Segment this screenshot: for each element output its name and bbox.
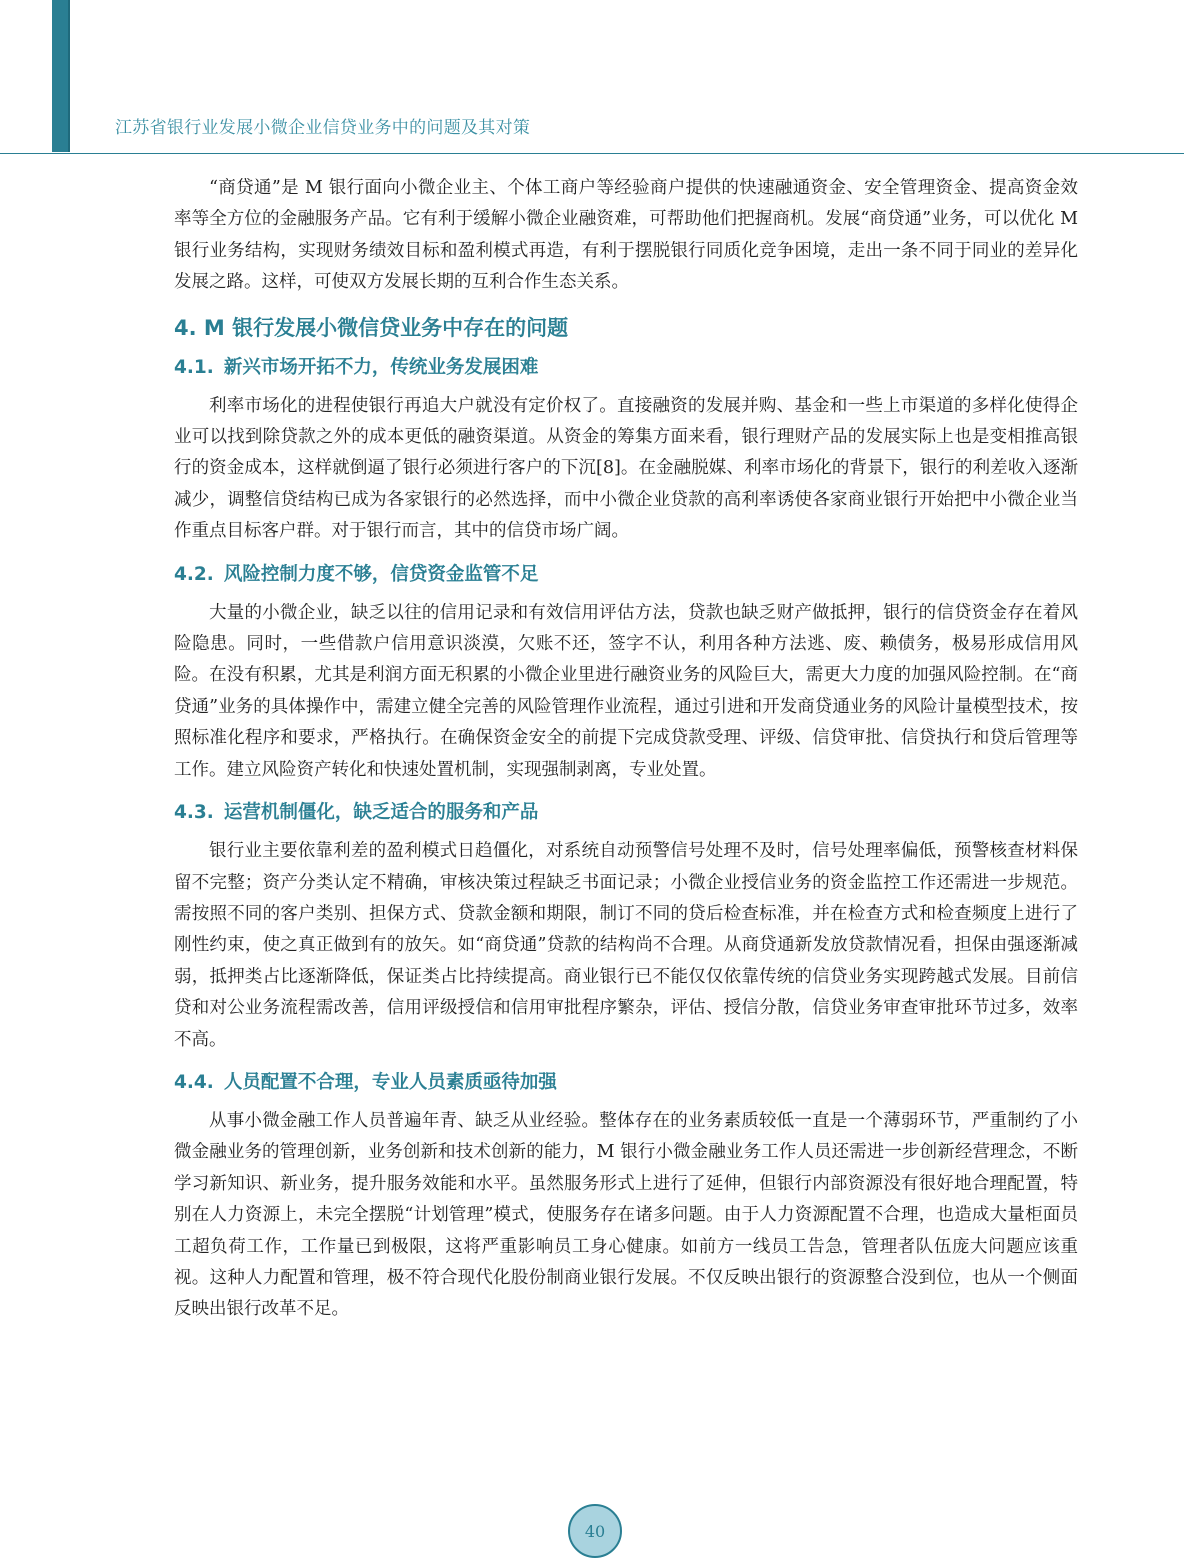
subsection-title: 风险控制力度不够，信贷资金监管不足 — [223, 563, 539, 585]
subsection-heading-4-3 — [174, 798, 1078, 828]
subsection-title: 运营机制僵化，缺乏适合的服务和产品 — [223, 802, 539, 824]
header-divider — [0, 153, 1184, 154]
subsection-heading-4-4 — [174, 1068, 1078, 1098]
page-number-badge: 40 — [568, 1504, 622, 1558]
subsection-title: 人员配置不合理，专业人员素质亟待加强 — [223, 1071, 557, 1093]
subsection-title: 新兴市场开拓不力，传统业务发展困难 — [223, 356, 539, 378]
section-heading-4: 4. M 银行发展小微信贷业务中存在的问题 — [174, 315, 569, 340]
subsection-number: 4.2. — [174, 563, 214, 585]
article-body — [174, 173, 1078, 1338]
subsection-number: 4.1. — [174, 356, 214, 378]
intro-paragraph: “商贷通”是 M 银行面向小微企业主、个体工商户等经验商户提供的快速融通资金、安全管理资金、提高资金效率等全方位的金融服务产品。它有利于缓解小微企业融资难，可帮助他们把握商机。发展“商贷通”业务，可以优化 M 银行业务结构，实现财务绩效目标和盈利模式再造，有利于摆脱银行同质化竞争困境，走出一条不同于同业的差异化发展之路。这样，可使双方发展长期的互利合作生态关系。 — [174, 178, 1078, 293]
subsection-number: 4.3. — [174, 802, 214, 824]
subsection-number: 4.4. — [174, 1071, 214, 1093]
paragraph-4-1: 利率市场化的进程使银行再追大户就没有定价权了。直接融资的发展并购、基金和一些上市渠道的多样化使得企业可以找到除贷款之外的成本更低的融资渠道。从资金的筹集方面来看，银行理财产品的发展实际上也是变相推高银行的资金成本，这样就倒逼了银行必须进行客户的下沉[8]。在金融脱媒、利率市场化的背景下，银行的利差收入逐渐减少，调整信贷结构已成为各家银行的必然选择，而中小微企业贷款的高利率诱使各家商业银行开始把中小微企业当作重点目标客户群。对于银行而言，其中的信贷市场广阔。 — [174, 395, 1078, 542]
paragraph-4-4: 从事小微金融工作人员普遍年青、缺乏从业经验。整体存在的业务素质较低一直是一个薄弱环节，严重制约了小微金融业务的管理创新，业务创新和技术创新的能力，M 银行小微金融业务工作人员还需进一步创新经营理念，不断学习新知识、新业务，提升服务效能和水平。虽然服务形式上进行了延伸，但银行内部资源没有很好地合理配置，特别在人力资源上，未完全摆脱“计划管理”模式，使服务存在诸多问题。由于人力资源配置不合理，也造成大量柜面员工超负荷工作，工作量已到极限，这将严重影响员工身心健康。如前方一线员工告急，管理者队伍庞大问题应该重视。这种人力配置和管理，极不符合现代化股份制商业银行发展。不仅反映出银行的资源整合没到位，也从一个侧面反映出银行改革不足。 — [174, 1110, 1078, 1320]
subsection-heading-4-1 — [174, 353, 1078, 383]
subsection-heading-4-2 — [174, 560, 1078, 590]
header-accent-bar — [52, 0, 70, 152]
running-header-title: 江苏省银行业发展小微企业信贷业务中的问题及其对策 — [115, 118, 531, 138]
paragraph-4-3: 银行业主要依靠利差的盈利模式日趋僵化，对系统自动预警信号处理不及时，信号处理率偏低，预警核查材料保留不完整；资产分类认定不精确，审核决策过程缺乏书面记录；小微企业授信业务的资金监控工作还需进一步规范。需按照不同的客户类别、担保方式、贷款金额和期限，制订不同的贷后检查标准，并在检查方式和检查频度上进行了刚性约束，使之真正做到有的放矢。如“商贷通”贷款的结构尚不合理。从商贷通新发放贷款情况看，担保由强逐渐减弱，抵押类占比逐渐降低，保证类占比持续提高。商业银行已不能仅仅依靠传统的信贷业务实现跨越式发展。目前信贷和对公业务流程需改善，信用评级授信和信用审批程序繁杂，评估、授信分散，信贷业务审查审批环节过多，效率不高。 — [174, 841, 1078, 1050]
paragraph-4-2: 大量的小微企业，缺乏以往的信用记录和有效信用评估方法，贷款也缺乏财产做抵押，银行的信贷资金存在着风险隐患。同时，一些借款户信用意识淡漠，欠账不还，签字不认，利用各种方法逃、废、赖债务，极易形成信用风险。在没有积累，尤其是利润方面无积累的小微企业里进行融资业务的风险巨大，需更大力度的加强风险控制。在“商贷通”业务的具体操作中，需建立健全完善的风险管理作业流程，通过引进和开发商贷通业务的风险计量模型技术，按照标准化程序和要求，严格执行。在确保资金安全的前提下完成贷款受理、评级、信贷审批、信贷执行和贷后管理等工作。建立风险资产转化和快速处置机制，实现强制剥离，专业处置。 — [174, 602, 1078, 780]
